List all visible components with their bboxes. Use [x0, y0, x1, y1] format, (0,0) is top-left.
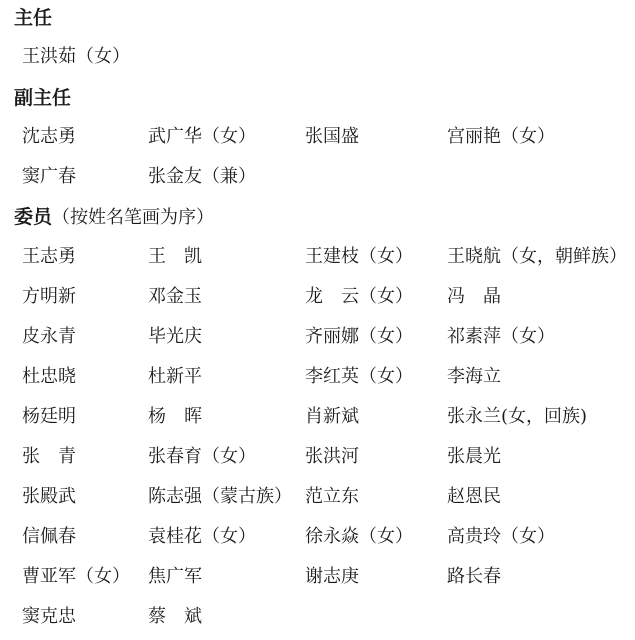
- member-name: 王 凯: [148, 246, 202, 267]
- deputy-name: 武广华（女）: [148, 126, 256, 147]
- director-row: [0, 44, 635, 70]
- member-name: 杜新平: [148, 366, 202, 387]
- member-name: 杜忠晓: [22, 366, 76, 387]
- member-name: 张晨光: [447, 446, 501, 467]
- member-row: [0, 324, 635, 350]
- member-name: 杨廷明: [22, 406, 76, 427]
- deputy-row: [0, 124, 635, 150]
- member-row: [0, 564, 635, 590]
- member-row: [0, 404, 635, 430]
- member-row: [0, 444, 635, 470]
- member-name: 赵恩民: [447, 486, 501, 507]
- member-name: 毕光庆: [148, 326, 202, 347]
- member-row: [0, 524, 635, 550]
- member-name: 范立东: [305, 486, 359, 507]
- members-heading: [14, 205, 214, 230]
- deputy-name: 沈志勇: [22, 126, 76, 147]
- member-name: 方明新: [22, 286, 76, 307]
- member-name: 高贵玲（女）: [447, 526, 555, 547]
- member-name: 焦广军: [148, 566, 202, 587]
- member-name: 张 青: [22, 446, 76, 467]
- member-name: 张洪河: [305, 446, 359, 467]
- member-name: 李红英（女）: [305, 366, 413, 387]
- member-row: [0, 484, 635, 510]
- director-name: 王洪茹（女）: [22, 46, 130, 67]
- deputy-name: 窦广春: [22, 166, 76, 187]
- deputy-row: [0, 164, 635, 190]
- member-name: 王志勇: [22, 246, 76, 267]
- member-name: 袁桂花（女）: [148, 526, 256, 547]
- director-heading: 主任: [14, 7, 53, 29]
- members-heading-title: 委员: [14, 206, 53, 228]
- member-name: 王建枝（女）: [305, 246, 413, 267]
- member-name: 张春育（女）: [148, 446, 256, 467]
- member-name: 肖新斌: [305, 406, 359, 427]
- member-name: 徐永焱（女）: [305, 526, 413, 547]
- deputy-name: 张国盛: [305, 126, 359, 147]
- member-name: 路长春: [447, 566, 501, 587]
- member-name: 李海立: [447, 366, 501, 387]
- members-heading-note: （按姓名笔画为序）: [52, 207, 215, 228]
- member-name: 冯 晶: [447, 286, 501, 307]
- member-name: 张殿武: [22, 486, 76, 507]
- member-name: 龙 云（女）: [305, 286, 413, 307]
- deputy-heading: 副主任: [14, 87, 72, 109]
- member-name: 曹亚军（女）: [22, 566, 130, 587]
- member-row: [0, 244, 635, 270]
- member-name: 王晓航（女，朝鲜族）: [447, 246, 627, 267]
- member-name: 信佩春: [22, 526, 76, 547]
- member-name: 杨 晖: [148, 406, 202, 427]
- member-name: 谢志庚: [305, 566, 359, 587]
- member-name: 祁素萍（女）: [447, 326, 555, 347]
- member-name: 陈志强（蒙古族）: [148, 486, 292, 507]
- member-name: 邓金玉: [148, 286, 202, 307]
- member-row: [0, 604, 635, 630]
- member-name: 窦克忠: [22, 606, 76, 627]
- deputy-name: 宫丽艳（女）: [447, 126, 555, 147]
- member-name: 皮永青: [22, 326, 76, 347]
- deputy-name: 张金友（兼）: [148, 166, 256, 187]
- member-row: [0, 284, 635, 310]
- member-name: 蔡 斌: [148, 606, 202, 627]
- member-name: 齐丽娜（女）: [305, 326, 413, 347]
- member-row: [0, 364, 635, 390]
- member-name: 张永兰(女，回族): [447, 406, 588, 427]
